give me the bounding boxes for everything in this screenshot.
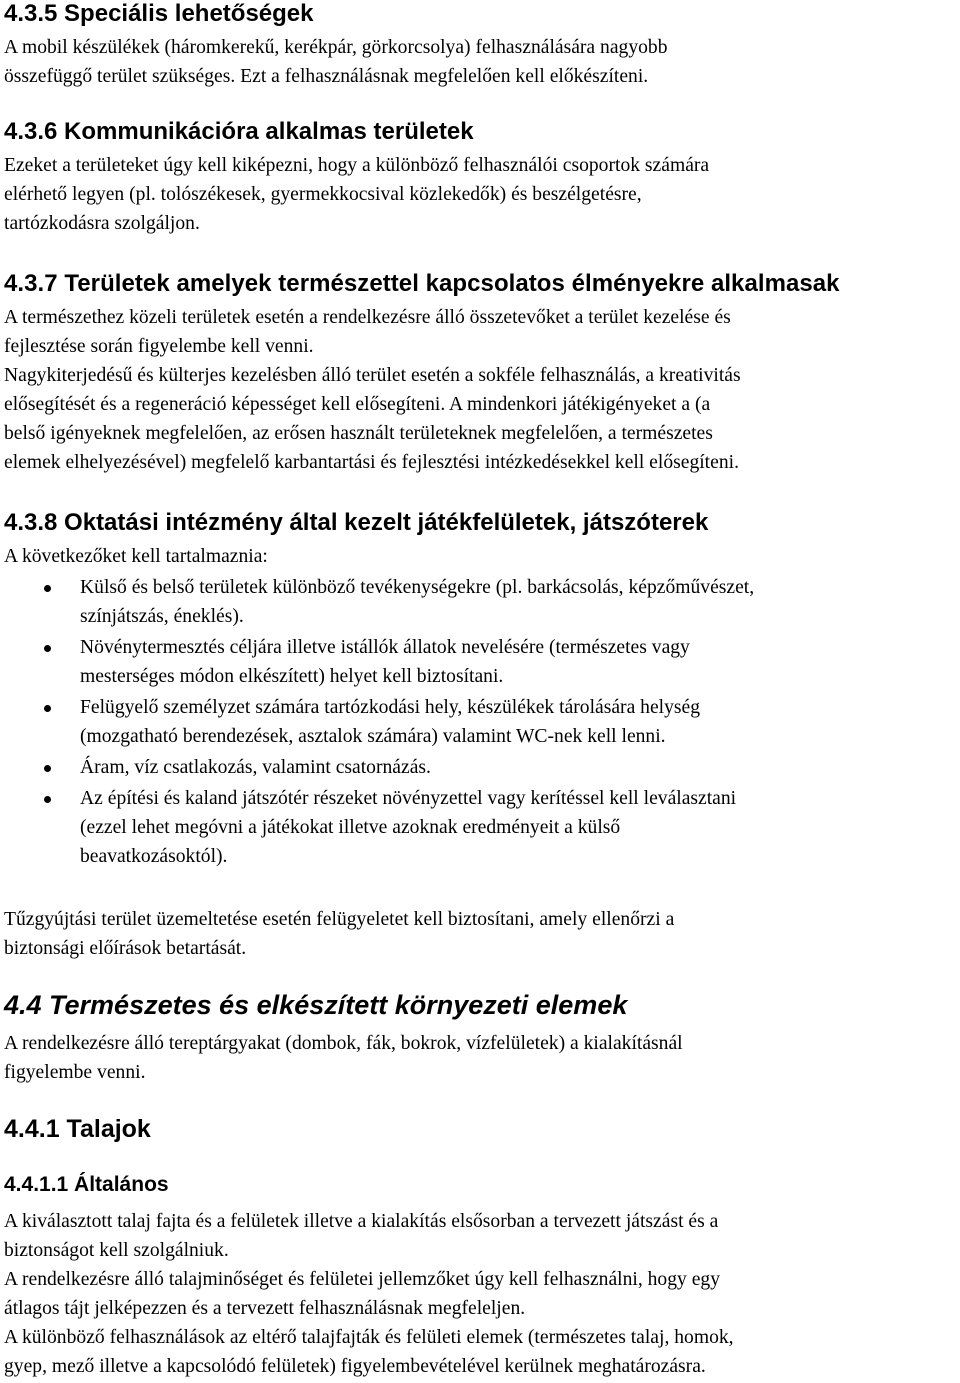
section-4-3-6 xyxy=(4,118,956,238)
section-4-4-1 xyxy=(4,1114,956,1144)
paragraph-line: Tűzgyújtási terület üzemeltetése esetén felügyeletet kell biztosítani, amely ellenőrzi a xyxy=(4,909,675,930)
bullet-list xyxy=(4,573,956,871)
list-item xyxy=(4,784,956,871)
list-item-line: mesterséges módon elkészített) helyet kell biztosítani. xyxy=(80,666,504,687)
bullet-icon xyxy=(44,645,51,652)
paragraph-line: biztonsági előírások betartását. xyxy=(4,938,247,959)
list-item-line: (ezzel lehet megóvni a játékokat illetve azoknak eredményeit a külső xyxy=(80,817,621,838)
section-heading: 4.3.7 Területek amelyek természettel kapcsolatos élményekre alkalmasak xyxy=(4,270,840,297)
section-heading: 4.4.1 Talajok xyxy=(4,1115,151,1143)
paragraph-line: A rendelkezésre álló talajminőséget és felületei jellemzőket úgy kell felhasználni, hogy egy xyxy=(4,1269,720,1290)
paragraph-line: fejlesztése során figyelembe kell venni. xyxy=(4,336,314,357)
paragraph-line: figyelembe venni. xyxy=(4,1062,146,1083)
paragraph-line: tartózkodásra szolgáljon. xyxy=(4,213,200,234)
list-item-line: Áram, víz csatlakozás, valamint csatornázás. xyxy=(80,757,431,778)
section-4-3-5 xyxy=(4,0,956,91)
section-4-3-7 xyxy=(4,270,956,477)
list-item xyxy=(4,573,956,631)
list-item-line: beavatkozásoktól). xyxy=(80,846,228,867)
paragraph-line: összefüggő terület szükséges. Ezt a felhasználásnak megfelelően kell előkészíteni. xyxy=(4,66,649,87)
paragraph-line: elősegítését és a regeneráció képességet kell elősegíteni. A mindenkori játékigényeket a (a xyxy=(4,394,711,415)
section-heading: 4.3.6 Kommunikációra alkalmas területek xyxy=(4,118,474,145)
fire-paragraph xyxy=(4,905,956,963)
list-item-line: (mozgatható berendezések, asztalok számára) valamint WC-nek kell lenni. xyxy=(80,726,666,747)
paragraph-line: A mobil készülékek (háromkerekű, kerékpár, görkorcsolya) felhasználására nagyobb xyxy=(4,37,668,58)
paragraph-line: biztonságot kell szolgálniuk. xyxy=(4,1240,229,1261)
section-heading: 4.3.8 Oktatási intézmény által kezelt játékfelületek, játszóterek xyxy=(4,509,709,536)
section-4-4-1-1 xyxy=(4,1172,956,1381)
paragraph-line: A természethez közeli területek esetén a rendelkezésre álló összetevőket a terület kezelése és xyxy=(4,307,731,328)
section-heading: 4.4 Természetes és elkészített környezeti elemek xyxy=(4,990,628,1020)
bullet-icon xyxy=(44,796,51,803)
paragraph-line: Nagykiterjedésű és külterjes kezelésben álló terület esetén a sokféle felhasználás, a kreativitás xyxy=(4,365,741,386)
list-item-line: Külső és belső területek különböző tevékenységekre (pl. barkácsolás, képzőművészet, xyxy=(80,577,755,598)
section-4-4 xyxy=(4,989,956,1087)
paragraph-line: A kiválasztott talaj fajta és a felületek illetve a kialakítás elsősorban a tervezett játszást és a xyxy=(4,1211,719,1232)
list-item xyxy=(4,633,956,691)
list-item-line: Felügyelő személyzet számára tartózkodási hely, készülékek tárolására helység xyxy=(80,697,701,718)
list-item xyxy=(4,693,956,751)
bullet-icon xyxy=(44,765,51,772)
paragraph-line: Ezeket a területeket úgy kell kiképezni, hogy a különböző felhasználói csoportok számára xyxy=(4,155,710,176)
paragraph-line: átlagos tájt jelképezzen és a tervezett felhasználásnak megfeleljen. xyxy=(4,1298,526,1319)
paragraph-line: A rendelkezésre álló tereptárgyakat (dombok, fák, bokrok, vízfelületek) a kialakításnál xyxy=(4,1033,683,1054)
list-item-line: Az építési és kaland játszótér részeket növényzettel vagy kerítéssel kell leválasztani xyxy=(80,788,737,809)
paragraph-line: gyep, mező illetve a kapcsolódó felületek) figyelembevételével kerülnek meghatározásra. xyxy=(4,1356,706,1377)
list-item-line: Növénytermesztés céljára illetve istállók állatok nevelésére (természetes vagy xyxy=(80,637,690,658)
paragraph-line: belső igényeknek megfelelően, az erősen használt területeknek megfelelően, a természetes xyxy=(4,423,713,444)
section-heading: 4.3.5 Speciális lehetőségek xyxy=(4,0,314,27)
list-item xyxy=(4,753,956,782)
paragraph-line: elérhető legyen (pl. tolószékesek, gyermekkocsival közlekedők) és beszélgetésre, xyxy=(4,184,642,205)
paragraph-line: A különböző felhasználások az eltérő talajfajták és felületi elemek (természetes talaj, homok, xyxy=(4,1327,734,1348)
list-item-line: színjátszás, éneklés). xyxy=(80,606,244,627)
section-4-3-8 xyxy=(4,509,956,871)
bullet-icon xyxy=(44,705,51,712)
paragraph-line: elemek elhelyezésével) megfelelő karbantartási és fejlesztési intézkedésekkel kell elősegíteni. xyxy=(4,452,739,473)
section-heading: 4.4.1.1 Általános xyxy=(4,1173,169,1196)
bullet-icon xyxy=(44,585,51,592)
paragraph-line: A következőket kell tartalmaznia: xyxy=(4,546,268,567)
